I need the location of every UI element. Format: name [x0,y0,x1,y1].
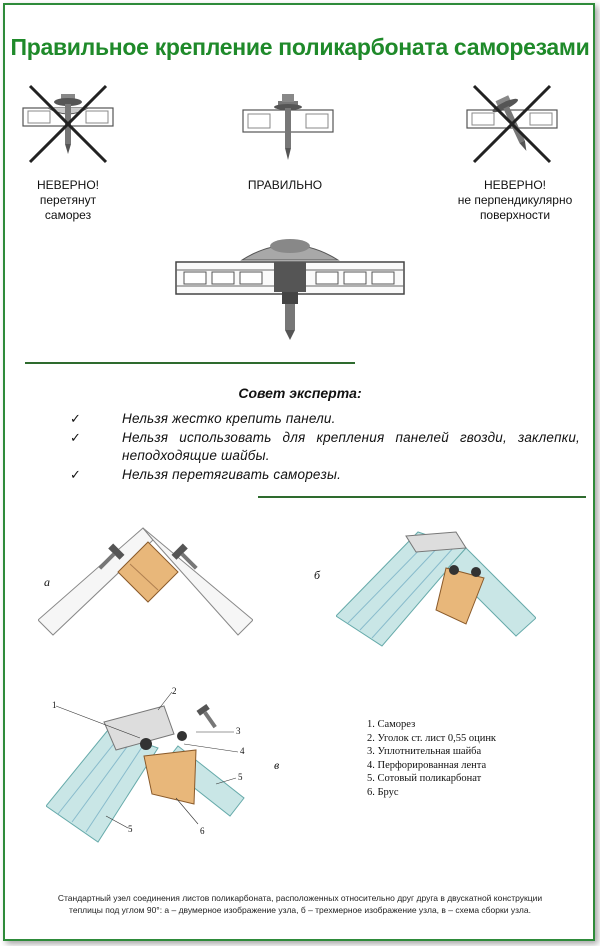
wrong-overtightened-figure [18,80,118,170]
callout-4: 4 [240,746,245,756]
divider-left [25,362,355,364]
caption-wrong-1: НЕВЕРНО! перетянут саморез [36,178,99,222]
caption-wrong-2: НЕВЕРНО! не перпендикулярно поверхности [457,178,573,222]
legend-item: 5. Сотовый поликарбонат [367,773,482,784]
correct-detail-figure [170,232,410,342]
legend-item: 2. Уголок ст. лист 0,55 оцинк [367,732,497,744]
legend-item: 3. Уплотнительная шайба [367,746,482,757]
ridge-2d-diagram [38,520,253,645]
caption-correct: ПРАВИЛЬНО [247,178,323,192]
check-icon: ✓ [70,467,81,482]
callout-6: 6 [200,826,205,836]
callout-5a: 5 [238,772,243,782]
callout-2: 2 [172,686,177,696]
ridge-3d-diagram [336,528,536,653]
label-a: а [44,575,50,589]
legend-item: 1. Саморез [367,719,416,730]
wrong-angle-figure [462,80,562,170]
page-title: Правильное крепление поликарбоната саморезами [10,34,590,60]
legend-item: 4. Перфорированная лента [367,759,487,771]
check-icon: ✓ [70,411,81,426]
label-v: в [274,758,280,772]
check-icon: ✓ [70,430,81,445]
callout-3: 3 [236,726,241,736]
ridge-assembly-diagram [46,686,256,846]
correct-screw-figure [238,88,338,166]
advice-title: Совет эксперта: [238,385,362,401]
label-b: б [314,568,321,582]
legend [367,718,496,799]
figure-caption: Стандартный узел соединения листов поликарбоната, расположенных относительно друг друга в двускатной конструкции теплицы под углом 90°: а – двумерное изображение узла, б – трехмерное изображение узла, в – схема сборки узла. [57,893,543,915]
advice-list [70,410,580,485]
callout-5b: 5 [128,824,133,834]
legend-item: 6. Брус [367,786,399,798]
list-item: ✓ Нельзя перетягивать саморезы. [70,467,342,482]
divider-right [258,496,586,498]
list-item: ✓ Нельзя жестко крепить панели. [70,411,336,426]
list-item: ✓ Нельзя использовать для крепления панелей гвозди, заклепки, неподходящие шайбы. [70,430,580,463]
callout-1: 1 [52,700,57,710]
